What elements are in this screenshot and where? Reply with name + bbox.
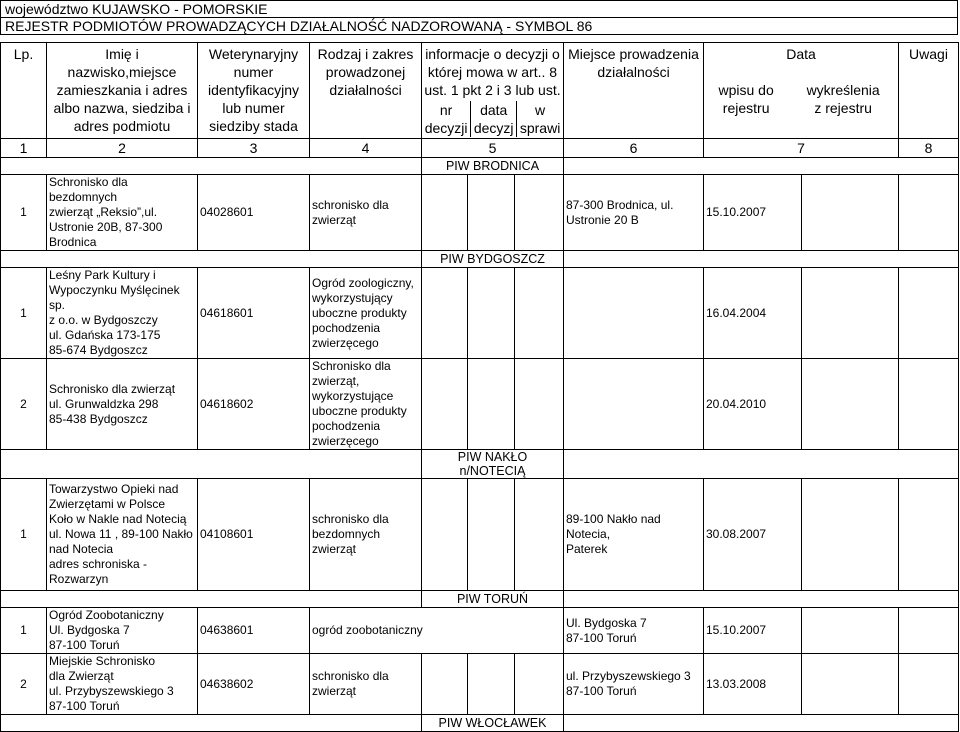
row-date-entry: 15.10.2007 [704, 175, 802, 251]
col-lp: Lp. [1, 43, 47, 139]
row-activity: schronisko dla zwierząt [310, 654, 422, 715]
row-date-removal [802, 359, 899, 450]
table-row [1, 608, 959, 654]
table-row [1, 654, 959, 715]
row-activity: Ogród zoologiczny, wykorzystujący uboczne produkty pochodzenia zwierzęcego [310, 268, 422, 359]
row-activity: Schronisko dla zwierząt, wykorzystujące uboczne produkty pochodzenia zwierzęcego [310, 359, 422, 450]
row-activity: schronisko dla bezdomnych zwierząt [310, 479, 422, 591]
row-lp: 1 [1, 608, 47, 654]
section-header-row [1, 158, 959, 175]
col-remarks: Uwagi [899, 43, 959, 139]
row-decision-case [515, 654, 564, 715]
row-date-entry: 13.03.2008 [704, 654, 802, 715]
row-date-entry: 16.04.2004 [704, 268, 802, 359]
row-place: Ul. Bydgoska 7 87-100 Toruń [564, 608, 704, 654]
section-header-row [1, 450, 959, 479]
row-vet-number: 04618601 [198, 268, 310, 359]
row-name: Schronisko dla zwierząt ul. Grunwaldzka 298 85-438 Bydgoszcz [47, 359, 198, 450]
row-remarks [899, 175, 959, 251]
section-header-row [1, 591, 959, 608]
section-title: PIW NAKŁO n/NOTECIĄ [422, 450, 564, 479]
row-decision-nr [422, 654, 468, 715]
row-activity: schronisko dla zwierząt [310, 175, 422, 251]
row-date-entry: 15.10.2007 [704, 608, 802, 654]
row-place [564, 268, 704, 359]
row-lp: 2 [1, 654, 47, 715]
row-decision-date [468, 175, 515, 251]
row-decision-nr [422, 175, 468, 251]
row-lp: 2 [1, 359, 47, 450]
row-vet-number: 04028601 [198, 175, 310, 251]
row-vet-number: 04108601 [198, 479, 310, 591]
row-lp: 1 [1, 479, 47, 591]
row-name: Towarzystwo Opieki nad Zwierzętami w Polsce Koło w Nakle nad Notecią ul. Nowa 11 , 89-100 Nakło nad Notecia adres schroniska - Rozwarzyn [47, 479, 198, 591]
table-row [1, 175, 959, 251]
row-decision-nr [422, 479, 468, 591]
row-vet-number: 04638601 [198, 608, 310, 654]
row-date-removal [802, 268, 899, 359]
row-remarks [899, 479, 959, 591]
column-numbers-row: 1 2 3 4 5 6 7 8 [1, 139, 959, 158]
table-row [1, 359, 959, 450]
col-decision: informacje o decyzji o której mowa w art.. 8 ust. 1 pkt 2 i 3 lub ust. nr data w decyzji decyzj sprawi [422, 43, 564, 139]
col-vet-number: Weterynaryjny numer identyfikacyjny lub numer siedziby stada [198, 43, 310, 139]
section-title: PIW TORUŃ [422, 591, 564, 608]
row-remarks [899, 359, 959, 450]
register-table [0, 42, 959, 732]
row-decision-case [515, 268, 564, 359]
row-lp: 1 [1, 175, 47, 251]
row-decision-date [468, 479, 515, 591]
section-header-row [1, 715, 959, 732]
col-name: Imię i nazwisko,miejsce zamieszkania i adres albo nazwa, siedziba i adres podmiotu [47, 43, 198, 139]
section-header-row [1, 251, 959, 268]
row-date-removal [802, 654, 899, 715]
row-name: Ogród Zoobotaniczny Ul. Bydgoska 7 87-100 Toruń [47, 608, 198, 654]
row-place: ul. Przybyszewskiego 3 87-100 Toruń [564, 654, 704, 715]
col-place: Miejsce prowadzenia działalności [564, 43, 704, 139]
row-decision-nr [422, 268, 468, 359]
row-decision-case [515, 479, 564, 591]
section-title: PIW WŁOCŁAWEK [422, 715, 564, 732]
row-place [564, 359, 704, 450]
row-vet-number: 04618602 [198, 359, 310, 450]
row-decision-case [515, 175, 564, 251]
row-date-removal [802, 175, 899, 251]
section-title: PIW BRODNICA [422, 158, 564, 175]
row-name: Schronisko dla bezdomnych zwierząt „Reksio”,ul. Ustronie 20B, 87-300 Brodnica [47, 175, 198, 251]
row-date-removal [802, 479, 899, 591]
row-place: 89-100 Nakło nad Notecia, Paterek [564, 479, 704, 591]
table-row [1, 479, 959, 591]
col-date: Data wpisu do wykreślenia rejestru z rejestru [704, 43, 899, 139]
row-place: 87-300 Brodnica, ul. Ustronie 20 B [564, 175, 704, 251]
row-decision-date [468, 654, 515, 715]
row-decision-case [515, 359, 564, 450]
document-register-title: REJESTR PODMIOTÓW PROWADZĄCYCH DZIAŁALNOŚĆ NADZOROWANĄ - SYMBOL 86 [0, 17, 958, 35]
row-name: Leśny Park Kultury i Wypoczynku Myślęcinek sp. z o.o. w Bydgoszczy ul. Gdańska 173-175 85-674 Bydgoszcz [47, 268, 198, 359]
row-vet-number: 04638602 [198, 654, 310, 715]
col-activity: Rodzaj i zakres prowadzonej działalności [310, 43, 422, 139]
row-date-removal [802, 608, 899, 654]
row-date-entry: 30.08.2007 [704, 479, 802, 591]
section-title: PIW BYDGOSZCZ [422, 251, 564, 268]
document-region-title: województwo KUJAWSKO - POMORSKIE [0, 0, 958, 18]
row-activity: ogród zoobotaniczny [310, 608, 564, 654]
row-name: Miejskie Schronisko dla Zwierząt ul. Przybyszewskiego 3 87-100 Toruń [47, 654, 198, 715]
row-remarks [899, 268, 959, 359]
table-row [1, 268, 959, 359]
row-decision-date [468, 359, 515, 450]
row-remarks [899, 608, 959, 654]
row-decision-date [468, 268, 515, 359]
row-remarks [899, 654, 959, 715]
row-date-entry: 20.04.2010 [704, 359, 802, 450]
row-lp: 1 [1, 268, 47, 359]
row-decision-nr [422, 359, 468, 450]
